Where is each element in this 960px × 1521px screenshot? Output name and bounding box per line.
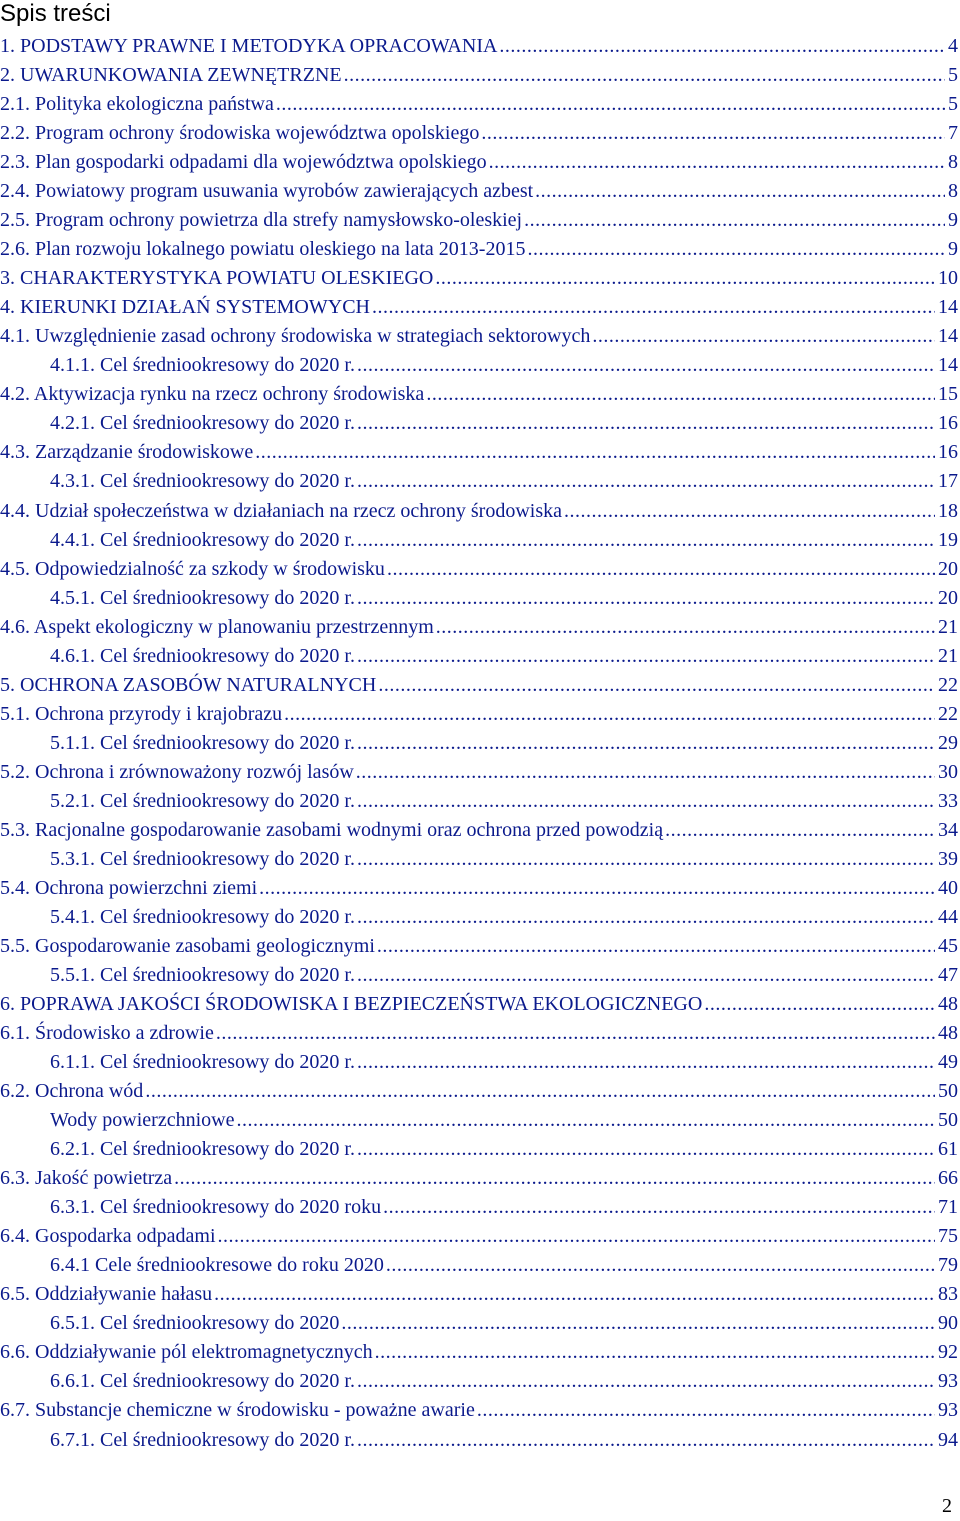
- toc-dot-leader: [145, 1077, 935, 1106]
- toc-entry-title[interactable]: 6.5. Oddziaływanie hałasu: [0, 1283, 213, 1306]
- toc-dot-leader: [357, 584, 935, 613]
- toc-entry[interactable]: [0, 1280, 960, 1309]
- toc-entry-title[interactable]: 6.1.1. Cel średniookresowy do 2020 r.: [50, 1051, 355, 1074]
- toc-entry-page[interactable]: 22: [938, 673, 958, 696]
- toc-entry-page[interactable]: 39: [938, 847, 958, 870]
- toc-entry[interactable]: [0, 961, 960, 990]
- toc-entry-page[interactable]: 19: [938, 528, 958, 551]
- toc-entry[interactable]: [0, 1193, 960, 1222]
- toc-entry[interactable]: [0, 845, 960, 874]
- toc-entry-title[interactable]: 6.6.1. Cel średniookresowy do 2020 r.: [50, 1370, 355, 1393]
- toc-dot-leader: [372, 293, 935, 322]
- toc-entry-page[interactable]: 40: [938, 876, 958, 899]
- toc-entry[interactable]: [0, 816, 960, 845]
- toc-entry-page[interactable]: 22: [938, 702, 958, 725]
- toc-entry-title[interactable]: 2.5. Program ochrony powietrza dla strefy namysłowsko-oleskiej: [0, 209, 523, 232]
- toc-entry-title[interactable]: 6.6. Oddziaływanie pól elektromagnetycznych: [0, 1341, 373, 1364]
- toc-entry[interactable]: [0, 497, 960, 526]
- toc-entry[interactable]: [0, 467, 960, 496]
- toc-entry-page[interactable]: 16: [938, 441, 958, 464]
- toc-dot-leader: [357, 1048, 935, 1077]
- toc-entry-page[interactable]: 83: [938, 1283, 958, 1306]
- toc-entry-page[interactable]: 21: [938, 644, 958, 667]
- toc-entry[interactable]: [0, 1309, 960, 1338]
- toc-entry-page[interactable]: 48: [938, 993, 958, 1016]
- toc-entry-page[interactable]: 50: [938, 1109, 958, 1132]
- toc-entry[interactable]: [0, 729, 960, 758]
- toc-entry-page[interactable]: 61: [938, 1138, 958, 1161]
- toc-entry-page[interactable]: 10: [938, 267, 958, 290]
- toc-entry-title[interactable]: 5.4.1. Cel średniookresowy do 2020 r.: [50, 905, 355, 928]
- toc-entry-title[interactable]: 2.6. Plan rozwoju lokalnego powiatu oleskiego na lata 2013-2015: [0, 238, 526, 261]
- page-title: Spis treści: [0, 0, 111, 27]
- toc-entry-title[interactable]: 5.3.1. Cel średniookresowy do 2020 r.: [50, 847, 355, 870]
- toc-dot-leader: [284, 700, 935, 729]
- toc-dot-leader: [435, 264, 935, 293]
- toc-entry-title[interactable]: 2.2. Program ochrony środowiska województwa opolskiego: [0, 122, 480, 145]
- toc-dot-leader: [357, 409, 935, 438]
- toc-dot-leader: [386, 1251, 935, 1280]
- toc-dot-leader: [357, 1135, 935, 1164]
- toc-entry[interactable]: [0, 322, 960, 351]
- toc-entry-title[interactable]: 5.1. Ochrona przyrody i krajobrazu: [0, 702, 283, 725]
- toc-entry-title[interactable]: 4.4.1. Cel średniookresowy do 2020 r.: [50, 528, 355, 551]
- toc-entry-page[interactable]: 18: [938, 499, 958, 522]
- toc-dot-leader: [357, 903, 935, 932]
- toc-entry[interactable]: [0, 206, 960, 235]
- toc-entry[interactable]: [0, 1048, 960, 1077]
- toc-entry-page[interactable]: 75: [938, 1225, 958, 1248]
- toc-entry[interactable]: [0, 61, 960, 90]
- toc-entry-title[interactable]: 6.1. Środowisko a zdrowie: [0, 1022, 214, 1045]
- toc-entry-title[interactable]: 3. CHARAKTERYSTYKA POWIATU OLESKIEGO: [0, 267, 434, 290]
- toc-entry-title[interactable]: 4.5.1. Cel średniookresowy do 2020 r.: [50, 586, 355, 609]
- toc-entry-page[interactable]: 20: [938, 557, 958, 580]
- toc-entry[interactable]: [0, 874, 960, 903]
- toc-entry[interactable]: [0, 235, 960, 264]
- toc-entry-page[interactable]: 14: [938, 354, 958, 377]
- toc-entry[interactable]: [0, 32, 960, 61]
- toc-entry-title[interactable]: 4.6. Aspekt ekologiczny w planowaniu przestrzennym: [0, 615, 434, 638]
- toc-entry-title[interactable]: 4.2. Aktywizacja rynku na rzecz ochrony środowiska: [0, 383, 425, 406]
- toc-dot-leader: [704, 990, 935, 1019]
- toc-entry[interactable]: [0, 380, 960, 409]
- toc-entry-title[interactable]: 6.7. Substancje chemiczne w środowisku - poważne awarie: [0, 1399, 475, 1422]
- toc-entry-page[interactable]: 14: [938, 325, 958, 348]
- toc-entry-title[interactable]: 4.1.1. Cel średniookresowy do 2020 r.: [50, 354, 355, 377]
- toc-dot-leader: [216, 1019, 935, 1048]
- toc-entry-page[interactable]: 5: [948, 64, 958, 87]
- toc-entry[interactable]: [0, 1019, 960, 1048]
- toc-dot-leader: [426, 380, 935, 409]
- toc-entry-page[interactable]: 44: [938, 905, 958, 928]
- toc-entry-page[interactable]: 94: [938, 1428, 958, 1451]
- toc-entry[interactable]: [0, 903, 960, 932]
- toc-dot-leader: [357, 642, 935, 671]
- toc-entry-page[interactable]: 30: [938, 760, 958, 783]
- toc-entry-page[interactable]: 4: [948, 35, 958, 57]
- toc-entry[interactable]: [0, 409, 960, 438]
- toc-entry[interactable]: [0, 1396, 960, 1425]
- toc-entry-page[interactable]: 71: [938, 1196, 958, 1219]
- toc-entry-title[interactable]: 4.3.1. Cel średniookresowy do 2020 r.: [50, 470, 355, 493]
- toc-entry[interactable]: [0, 1367, 960, 1396]
- toc-dot-leader: [357, 526, 935, 555]
- toc-entry[interactable]: [0, 613, 960, 642]
- toc-entry-title[interactable]: 5.4. Ochrona powierzchni ziemi: [0, 876, 258, 899]
- toc-entry-page[interactable]: 79: [938, 1254, 958, 1277]
- toc-entry[interactable]: [0, 264, 960, 293]
- toc-entry-page[interactable]: 16: [938, 412, 958, 435]
- toc-entry-page[interactable]: 34: [938, 818, 958, 841]
- toc-dot-leader: [259, 874, 935, 903]
- toc-entry-page[interactable]: 7: [948, 122, 958, 145]
- toc-entry[interactable]: [0, 932, 960, 961]
- toc-entry-page[interactable]: 92: [938, 1341, 958, 1364]
- toc-dot-leader: [489, 148, 945, 177]
- toc-entry[interactable]: [0, 1338, 960, 1367]
- toc-entry[interactable]: [0, 1135, 960, 1164]
- toc-entry[interactable]: [0, 90, 960, 119]
- toc-entry-page[interactable]: 93: [938, 1399, 958, 1422]
- toc-entry-title[interactable]: 2.4. Powiatowy program usuwania wyrobów zawierających azbest: [0, 180, 534, 203]
- toc-entry-title[interactable]: 6.5.1. Cel średniookresowy do 2020: [50, 1312, 340, 1335]
- toc-dot-leader: [535, 177, 945, 206]
- toc-dot-leader: [477, 1396, 935, 1425]
- toc-entry-title[interactable]: 6.2.1. Cel średniookresowy do 2020 r.: [50, 1138, 355, 1161]
- toc-entry[interactable]: [0, 787, 960, 816]
- toc-dot-leader: [592, 322, 935, 351]
- toc-dot-leader: [357, 467, 935, 496]
- toc-entry[interactable]: [0, 1426, 960, 1455]
- toc-entry-page[interactable]: 9: [948, 209, 958, 232]
- toc-entry-page[interactable]: 50: [938, 1080, 958, 1103]
- toc-entry-page[interactable]: 15: [938, 383, 958, 406]
- toc-entry-page[interactable]: 14: [938, 296, 958, 319]
- toc-dot-leader: [344, 61, 945, 90]
- toc-entry-title[interactable]: 4.2.1. Cel średniookresowy do 2020 r.: [50, 412, 355, 435]
- toc-entry-title[interactable]: 4.6.1. Cel średniookresowy do 2020 r.: [50, 644, 355, 667]
- toc-entry-title[interactable]: 5. OCHRONA ZASOBÓW NATURALNYCH: [0, 673, 377, 696]
- toc-entry-page[interactable]: 45: [938, 934, 958, 957]
- toc-dot-leader: [527, 235, 945, 264]
- toc-entry-page[interactable]: 20: [938, 586, 958, 609]
- toc-dot-leader: [524, 206, 945, 235]
- toc-dot-leader: [436, 613, 935, 642]
- toc-entry-title[interactable]: 5.2.1. Cel średniookresowy do 2020 r.: [50, 789, 355, 812]
- toc-entry[interactable]: [0, 438, 960, 467]
- toc-entry-title[interactable]: 6.2. Ochrona wód: [0, 1080, 144, 1103]
- toc-entry[interactable]: [0, 1251, 960, 1280]
- toc-entry[interactable]: [0, 584, 960, 613]
- toc-dot-leader: [378, 671, 935, 700]
- toc-entry-page[interactable]: 8: [948, 151, 958, 174]
- toc-entry[interactable]: [0, 351, 960, 380]
- toc-entry[interactable]: [0, 758, 960, 787]
- toc-entry-page[interactable]: 49: [938, 1051, 958, 1074]
- toc-dot-leader: [357, 845, 935, 874]
- toc-entry-page[interactable]: 5: [948, 93, 958, 116]
- toc-entry[interactable]: [0, 1164, 960, 1193]
- toc-entry-page[interactable]: 93: [938, 1370, 958, 1393]
- toc-entry[interactable]: [0, 1222, 960, 1251]
- toc-entry-page[interactable]: 47: [938, 964, 958, 986]
- toc-entry[interactable]: [0, 642, 960, 671]
- toc-entry-page[interactable]: 48: [938, 1022, 958, 1045]
- toc-entry-title[interactable]: 4.3. Zarządzanie środowiskowe: [0, 441, 254, 464]
- toc-entry-title[interactable]: 4. KIERUNKI DZIAŁAŃ SYSTEMOWYCH: [0, 296, 370, 319]
- toc-entry-title[interactable]: 6.3.1. Cel średniookresowy do 2020 roku: [50, 1196, 382, 1219]
- toc-entry[interactable]: [0, 555, 960, 584]
- toc-entry-title[interactable]: Wody powierzchniowe: [50, 1109, 235, 1132]
- toc-dot-leader: [499, 32, 945, 61]
- toc-entry-title[interactable]: 2.1. Polityka ekologiczna państwa: [0, 93, 274, 116]
- toc-entry-title[interactable]: 5.3. Racjonalne gospodarowanie zasobami wodnymi oraz ochrona przed powodzią: [0, 818, 664, 841]
- toc-dot-leader: [255, 438, 935, 467]
- toc-entry[interactable]: [0, 1106, 960, 1135]
- toc-dot-leader: [481, 119, 945, 148]
- toc-entry[interactable]: [0, 990, 960, 1019]
- toc-entry[interactable]: [0, 700, 960, 729]
- toc-entry[interactable]: [0, 1077, 960, 1106]
- toc-entry[interactable]: [0, 148, 960, 177]
- toc-entry-page[interactable]: 90: [938, 1312, 958, 1335]
- toc-dot-leader: [341, 1309, 935, 1338]
- toc-entry-title[interactable]: 6.7.1. Cel średniookresowy do 2020 r.: [50, 1428, 355, 1451]
- toc-dot-leader: [665, 816, 935, 845]
- toc-entry[interactable]: [0, 526, 960, 555]
- toc-dot-leader: [356, 758, 935, 787]
- table-of-contents: [0, 32, 960, 1455]
- toc-dot-leader: [357, 351, 935, 380]
- toc-entry-title[interactable]: 4.1. Uwzględnienie zasad ochrony środowiska w strategiach sektorowych: [0, 325, 591, 348]
- toc-entry-page[interactable]: 8: [948, 180, 958, 203]
- toc-entry[interactable]: [0, 293, 960, 322]
- toc-dot-leader: [387, 555, 935, 584]
- toc-dot-leader: [357, 729, 935, 758]
- toc-entry[interactable]: [0, 671, 960, 700]
- toc-entry-title[interactable]: 5.1.1. Cel średniookresowy do 2020 r.: [50, 731, 355, 754]
- toc-dot-leader: [375, 1338, 935, 1367]
- toc-entry-title[interactable]: 5.5. Gospodarowanie zasobami geologicznymi: [0, 934, 375, 957]
- toc-dot-leader: [357, 787, 935, 816]
- toc-entry-title[interactable]: 6. POPRAWA JAKOŚCI ŚRODOWISKA I BEZPIECZEŃSTWA EKOLOGICZNEGO: [0, 993, 703, 1016]
- toc-entry-page[interactable]: 17: [938, 470, 958, 493]
- toc-entry-page[interactable]: 29: [938, 731, 958, 754]
- toc-entry-title[interactable]: 2.3. Plan gospodarki odpadami dla województwa opolskiego: [0, 151, 487, 174]
- toc-entry-page[interactable]: 66: [938, 1167, 958, 1190]
- toc-entry-title[interactable]: 6.3. Jakość powietrza: [0, 1167, 173, 1190]
- toc-dot-leader: [564, 497, 935, 526]
- toc-dot-leader: [236, 1106, 935, 1135]
- toc-dot-leader: [276, 90, 945, 119]
- toc-entry-page[interactable]: 33: [938, 789, 958, 812]
- toc-entry-title[interactable]: 1. PODSTAWY PRAWNE I METODYKA OPRACOWANIA: [0, 35, 498, 57]
- toc-entry-title[interactable]: 2. UWARUNKOWANIA ZEWNĘTRZNE: [0, 64, 342, 87]
- toc-dot-leader: [383, 1193, 935, 1222]
- toc-entry-title[interactable]: 6.4.1 Cele średniookresowe do roku 2020: [50, 1254, 384, 1277]
- toc-entry-title[interactable]: 5.2. Ochrona i zrównoważony rozwój lasów: [0, 760, 354, 783]
- toc-dot-leader: [218, 1222, 935, 1251]
- toc-entry-title[interactable]: 4.4. Udział społeczeństwa w działaniach na rzecz ochrony środowiska: [0, 499, 563, 522]
- toc-dot-leader: [214, 1280, 935, 1309]
- toc-entry-page[interactable]: 9: [948, 238, 958, 261]
- page-number: 2: [942, 1495, 952, 1517]
- toc-entry[interactable]: [0, 177, 960, 206]
- toc-entry[interactable]: [0, 119, 960, 148]
- toc-dot-leader: [377, 932, 935, 961]
- toc-entry-title[interactable]: 4.5. Odpowiedzialność za szkody w środowisku: [0, 557, 385, 580]
- toc-entry-page[interactable]: 21: [938, 615, 958, 638]
- toc-entry-title[interactable]: 5.5.1. Cel średniookresowy do 2020 r.: [50, 964, 355, 986]
- toc-entry-title[interactable]: 6.4. Gospodarka odpadami: [0, 1225, 216, 1248]
- toc-dot-leader: [357, 961, 935, 990]
- toc-dot-leader: [357, 1426, 935, 1455]
- toc-dot-leader: [357, 1367, 935, 1396]
- toc-dot-leader: [174, 1164, 935, 1193]
